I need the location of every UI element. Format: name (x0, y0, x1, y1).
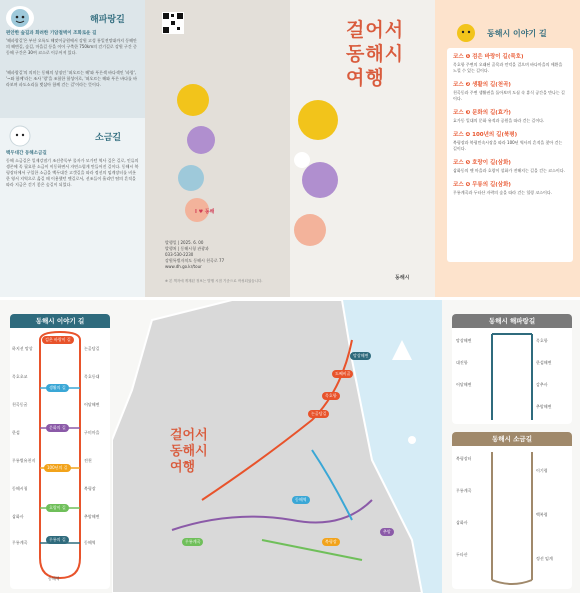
mascot-cluster-icon (290, 70, 350, 270)
section-subtitle-sogeum: 백두대간 동해소금길 (6, 151, 47, 156)
route-station: 한섬해변 (536, 360, 552, 365)
panel-trail-info (0, 0, 145, 297)
city-logo: 동해시 (395, 275, 410, 281)
cover-title-line: 동해시 (346, 43, 405, 65)
salt-character-icon (8, 124, 32, 148)
map-title-line: 동해시 (170, 444, 208, 459)
course-body: 무릉계곡과 두타산 자락의 숲을 따라 걷는 힐링 코스이다. (453, 190, 553, 195)
city-map (112, 300, 442, 593)
section-body-haeparang: '해파랑길'은 부산 오륙도 해맞이공원에서 강원 고성 통일전망대까지 동해안의 해변길, 숲길, 마을길 등을 이어 구축한 750km의 걷기길로 강원 구간 중 동해 구간은 30여 코스로 이루어져 있다. (6, 38, 137, 55)
route-station: 하지선 망상 (12, 346, 33, 351)
qr-code-icon (162, 12, 184, 34)
course-pill: 무릉의 길 (46, 536, 69, 544)
route-station: 구미마을 (84, 430, 100, 435)
route-station: 논골담길 (84, 346, 100, 351)
haeparang-route-card (452, 314, 572, 424)
map-label: 논골담길 (308, 410, 329, 418)
course-title: 코스 ❸ 문화의 길(효가) (453, 110, 511, 116)
map-title (170, 428, 208, 476)
map-label: 도째비골 (332, 370, 353, 378)
sogeum-route-card (452, 432, 572, 589)
info-line: 발행처 | 동해시청 관광과 (165, 246, 209, 251)
section-body-sogeum: 동해 소금길은 일제강점기 조선총독부 물자가 모가던 역사 깊은 길로, 인류의 생존에 꼭 필요한 소금이 이동하면서 자연스럽게 만들어진 길이다. 동해시 북평장터에서 구입한 소금을 백두대간 고갯길을 따라 정선의 임계장터를 비롯한 영서 지역으로 옮길 때 이용했던 옛길로서, 선조들이 흘리던 땀의 흔적을 따라 지금은 걷기 좋은 숲길이 되었다. (6, 158, 139, 187)
story-route-header: 동해시 이야기 길 (10, 314, 110, 328)
route-terminus: 동해역 (48, 576, 60, 581)
sun-character-icon (453, 22, 479, 44)
route-station: 대진항 (456, 360, 468, 365)
route-station: 동해역 (84, 540, 96, 545)
route-station: 삼화사 (12, 514, 24, 519)
route-station: 한섬 (12, 430, 20, 435)
list-item (453, 130, 567, 152)
course-body: 북평장과 북평민속시장을 따라 100년 역사의 흔적을 찾아 걷는 길이다. (453, 140, 563, 151)
course-pill: 검은 바랑이 길 (42, 336, 74, 344)
list-item (453, 158, 567, 174)
info-line: www.dh.go.kr/tour (165, 264, 202, 269)
list-item (453, 108, 567, 124)
mascot-group-icon (153, 60, 223, 230)
course-title: 코스 ❷ 생활의 길(천곡) (453, 82, 511, 88)
course-title: 코스 ❻ 무릉의 길(삼화) (453, 182, 511, 188)
course-title: 코스 ❶ 검은 바랑이 길(묵호) (453, 54, 524, 60)
route-station: 천곡동굴 (12, 402, 28, 407)
route-station: 묵호등대 (84, 374, 100, 379)
course-list (447, 48, 573, 262)
list-item (453, 52, 567, 74)
course-body: 삼화동의 옛 마을과 호랑이 설화가 전해지는 길을 걷는 코스이다. (453, 168, 565, 173)
map-label: 묵호항 (322, 392, 340, 400)
panel-front-cover (290, 0, 435, 297)
section-subtitle-haeparang: 편안한 숲길과 화려한 기암절벽이 조화로운 길 (6, 31, 97, 36)
section-title-haeparang: 해파랑길 (90, 15, 125, 25)
list-item (453, 80, 567, 102)
map-label: 북평장 (322, 538, 340, 546)
map-label: 무릉계곡 (182, 538, 203, 546)
route-station: 무릉계곡 (12, 540, 28, 545)
route-station: 북평장터 (456, 456, 472, 461)
map-spread (0, 300, 580, 593)
map-label: 동해역 (292, 496, 310, 504)
story-route-card (10, 314, 110, 589)
route-station: 전천 (84, 458, 92, 463)
info-line: 033-530-2230 (165, 252, 194, 257)
brand-logo: I ♥ 동해 (195, 209, 215, 215)
footnote: ※ 본 책자에 게재된 정보는 발행 시점 기준으로 작성되었습니다. (165, 279, 263, 283)
cover-title (346, 18, 426, 90)
info-line: 발행일 | 2025. 6. 00 (165, 240, 204, 245)
route-station: 삼화사 (456, 520, 468, 525)
course-pill: 호랑이 길 (46, 504, 69, 512)
panel-back-cover (145, 0, 290, 297)
course-title: 코스 ❹ 100년의 길(북평) (453, 132, 518, 138)
route-station: 감추사 (536, 382, 548, 387)
cover-title-line: 여행 (346, 67, 385, 89)
route-station: 이기령 (536, 468, 548, 473)
course-pill: 100년의 길 (44, 464, 71, 472)
route-station: 정선 임계 (536, 556, 553, 561)
route-station: 추암해변 (536, 404, 552, 409)
map-label: 망상해변 (350, 352, 371, 360)
section-body-haeparang-2: '해파랑길'의 의미는 동해의 상징인 '떠오르는 해'와 푸른색 바다색인 '파랑', '~와 함께'라는 조사 '랑'을 조합한 합성어로, '떠오르는 해와 푸른 바다를 바라보며 파도소리를 벗삼아 함께 걷는 길'이라는 뜻이다. (6, 70, 138, 87)
character-mascot-icon (6, 6, 34, 30)
route-station: 망상해변 (456, 338, 472, 343)
publisher-info (165, 240, 285, 270)
list-item (453, 180, 567, 196)
course-pill: 생활의 길 (46, 384, 69, 392)
course-title: 코스 ❺ 호랑이 길(삼화) (453, 160, 511, 166)
route-station: 묵호항 (536, 338, 548, 343)
course-body: 묵호항 주변의 오래된 골목과 언덕을 걸으며 바다마을의 애환을 느낄 수 있는 길이다. (453, 62, 563, 73)
map-title-line: 여행 (170, 460, 196, 475)
route-lines (452, 446, 572, 589)
route-station: 어달해변 (456, 382, 472, 387)
story-title: 동해시 이야기 길 (487, 29, 547, 38)
haeparang-route-header: 동해시 해파랑길 (452, 314, 572, 328)
route-station: 두타산 (456, 552, 468, 557)
info-line: 강원특별자치도 동해시 천곡로 77 (165, 258, 225, 263)
cover-title-line: 걸어서 (346, 19, 405, 41)
course-body: 천곡동과 주변 생활권을 돌아보며 도심 속 휴식 공간을 만나는 길이다. (453, 90, 565, 101)
map-graphic (112, 300, 442, 593)
map-label: 추암 (380, 528, 394, 536)
route-station: 무릉계곡 (456, 488, 472, 493)
route-station: 무릉별유천지 (12, 458, 36, 463)
course-pill: 문화의 길 (46, 424, 69, 432)
map-title-line: 걸어서 (170, 428, 208, 443)
route-station: 어달해변 (84, 402, 100, 407)
route-station: 묵호초교 (12, 374, 28, 379)
sogeum-route-header: 동해시 소금길 (452, 432, 572, 446)
panel-story-courses (435, 0, 580, 297)
section-title-sogeum: 소금길 (95, 133, 122, 143)
route-station: 백복령 (536, 512, 548, 517)
route-station: 북평장 (84, 486, 96, 491)
course-body: 효가동 일대의 문화 유적과 공원을 따라 걷는 길이다. (453, 118, 545, 123)
route-station: 동해시청 (12, 486, 28, 491)
route-station: 추암해변 (84, 514, 100, 519)
